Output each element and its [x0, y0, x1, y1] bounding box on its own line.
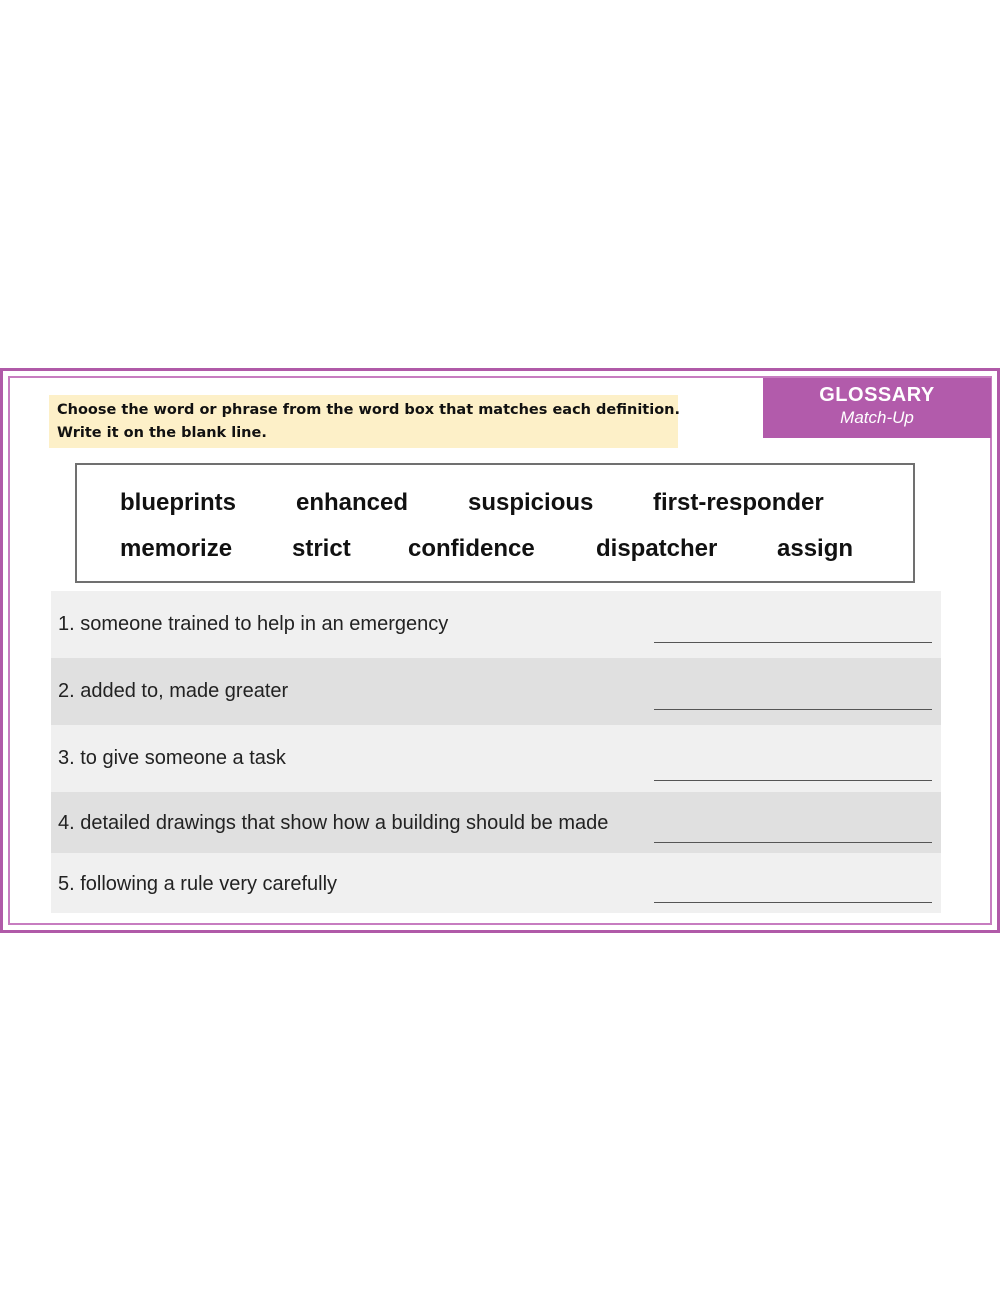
word-memorize: memorize	[120, 535, 233, 562]
answer-blank-line[interactable]	[654, 709, 932, 710]
glossary-tag	[763, 378, 991, 438]
definition-row	[51, 658, 941, 725]
tag-subtitle: Match-Up	[840, 408, 914, 427]
word-dispatcher: dispatcher	[596, 535, 718, 562]
word-first-responder: first-responder	[653, 489, 824, 516]
definition-text: 5. following a rule very carefully	[58, 873, 338, 895]
definitions-list	[51, 591, 941, 913]
instruction-line-2: Write it on the blank line.	[57, 425, 267, 441]
definition-text: 3. to give someone a task	[58, 747, 286, 769]
definition-row	[51, 792, 941, 853]
definition-row	[51, 725, 941, 792]
answer-blank-line[interactable]	[654, 902, 932, 903]
word-suspicious: suspicious	[468, 489, 594, 516]
answer-blank-line[interactable]	[654, 780, 932, 781]
answer-blank-line[interactable]	[654, 642, 932, 643]
tag-title: GLOSSARY	[819, 384, 935, 406]
word-confidence: confidence	[408, 535, 535, 562]
definition-row	[51, 591, 941, 658]
definition-text: 4. detailed drawings that show how a building should be made	[58, 812, 609, 834]
instruction-line-1: Choose the word or phrase from the word box that matches each definition.	[57, 402, 680, 418]
word-enhanced: enhanced	[296, 489, 409, 516]
word-box	[75, 463, 915, 583]
word-strict: strict	[292, 535, 351, 562]
definition-row	[51, 853, 941, 913]
instructions-box	[49, 395, 678, 448]
definition-text: 2. added to, made greater	[58, 680, 289, 702]
definition-text: 1. someone trained to help in an emergency	[58, 613, 449, 635]
word-assign: assign	[777, 535, 854, 562]
word-blueprints: blueprints	[120, 489, 237, 516]
answer-blank-line[interactable]	[654, 842, 932, 843]
